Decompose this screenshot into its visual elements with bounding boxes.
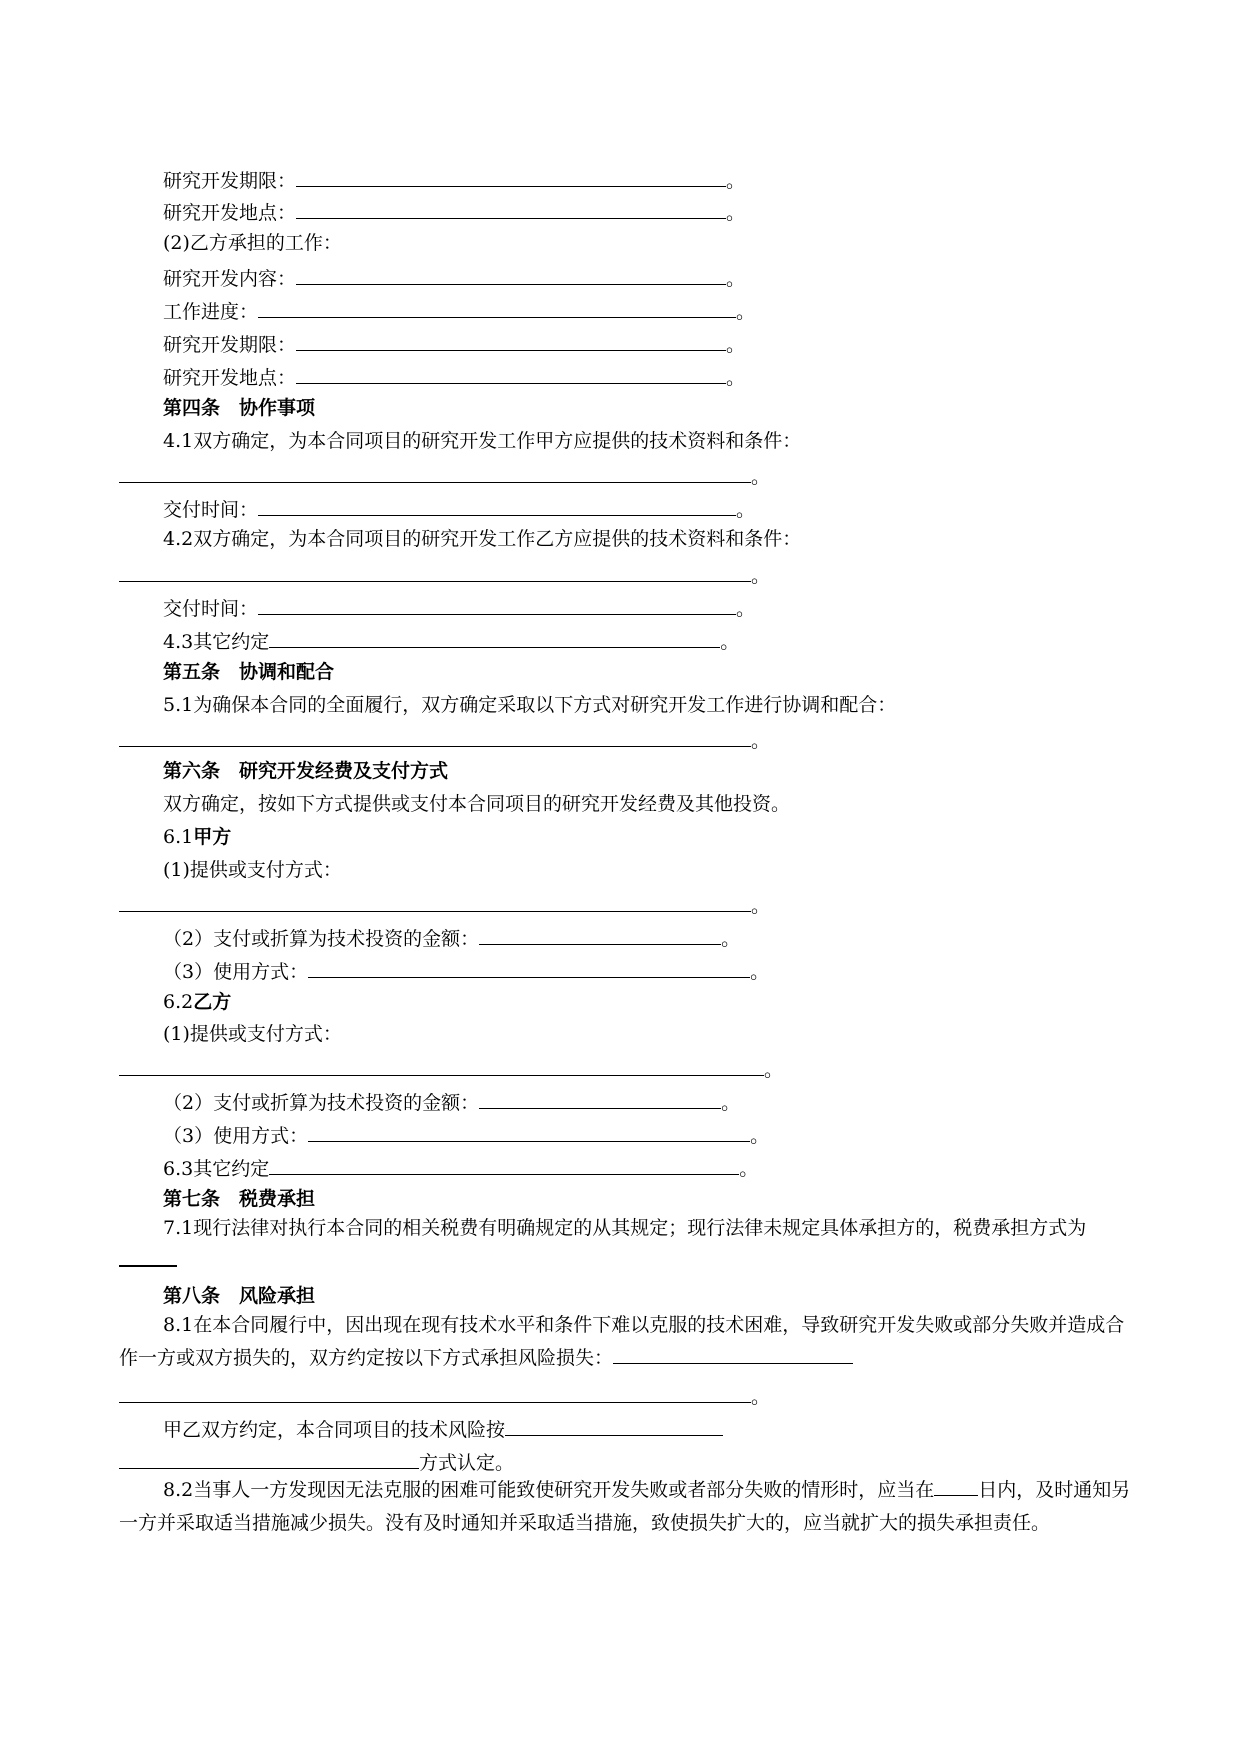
article-7-title: 第七条 税费承担 bbox=[163, 1188, 316, 1210]
blank-field[interactable] bbox=[119, 462, 751, 483]
blank-line: 。 bbox=[119, 1382, 770, 1408]
article-4-title: 第四条 协作事项 bbox=[163, 397, 316, 419]
blank-field[interactable] bbox=[258, 495, 736, 516]
blank-field[interactable] bbox=[613, 1343, 853, 1364]
blank-field[interactable] bbox=[119, 1055, 764, 1076]
article-4-1: 4.1双方确定，为本合同项目的研究开发工作甲方应提供的技术资料和条件： bbox=[163, 430, 802, 452]
label: 交付时间： bbox=[163, 598, 259, 620]
label: 研究开发内容： bbox=[163, 268, 297, 290]
dev-period-line-b: 研究开发期限： 。 bbox=[163, 330, 745, 356]
dev-location-line-b: 研究开发地点： 。 bbox=[163, 363, 745, 389]
article-6-1-item-2: （2）支付或折算为技术投资的金额： 。 bbox=[163, 924, 740, 950]
label: 研究开发期限： bbox=[163, 334, 297, 356]
blank-line: 。 bbox=[119, 1055, 783, 1081]
blank-line: 。 bbox=[119, 891, 770, 917]
article-8-1: 8.1在本合同履行中，因出现在现有技术水平和条件下难以克服的技术困难，导致研究开发失败或部分失败并造成合作一方或双方损失的，双方约定按以下方式承担风险损失： bbox=[119, 1314, 1125, 1369]
delivery-time-line-a: 交付时间： 。 bbox=[163, 495, 755, 521]
article-6-2-item-2: （2）支付或折算为技术投资的金额： 。 bbox=[163, 1088, 740, 1114]
dev-content-line: 研究开发内容： 。 bbox=[163, 264, 745, 290]
dev-period-line: 研究开发期限： 。 bbox=[163, 166, 745, 192]
blank-field[interactable] bbox=[269, 1154, 739, 1175]
blank-field[interactable] bbox=[296, 264, 726, 285]
article-5-title: 第五条 协调和配合 bbox=[163, 661, 335, 683]
party-b-work-heading: (2)乙方承担的工作： bbox=[163, 232, 342, 254]
article-5-1: 5.1为确保本合同的全面履行，双方确定采取以下方式对研究开发工作进行协调和配合： bbox=[163, 694, 897, 716]
label: 工作进度： bbox=[163, 301, 259, 323]
label: 研究开发地点： bbox=[163, 367, 297, 389]
blank-field[interactable] bbox=[119, 1245, 177, 1267]
article-6-2-item-3: （3）使用方式： 。 bbox=[163, 1121, 769, 1147]
blank-field[interactable] bbox=[308, 1121, 750, 1142]
blank-field[interactable] bbox=[296, 363, 726, 384]
blank-line: 。 bbox=[119, 462, 770, 488]
dev-location-line: 研究开发地点： 。 bbox=[163, 198, 745, 224]
article-6-intro: 双方确定，按如下方式提供或支付本合同项目的研究开发经费及其他投资。 bbox=[163, 793, 791, 815]
blank-field[interactable] bbox=[934, 1475, 978, 1496]
article-8-title: 第八条 风险承担 bbox=[163, 1285, 316, 1307]
article-8-2: 8.2当事人一方发现因无法克服的困难可能致使研究开发失败或者部分失败的情形时，应当在 日内，及时通知另一方并采取适当措施减少损失。没有及时通知并采取适当措施，致使损失扩大的，应当就扩大的损失承担责任。 bbox=[119, 1474, 1131, 1540]
blank-field[interactable] bbox=[296, 198, 726, 219]
delivery-time-line-b: 交付时间： 。 bbox=[163, 594, 755, 620]
article-4-3: 4.3其它约定 。 bbox=[163, 627, 739, 653]
blank-field[interactable] bbox=[258, 594, 736, 615]
article-7-1: 7.1现行法律对执行本合同的相关税费有明确规定的从其规定；现行法律未规定具体承担方的，税费承担方式为 bbox=[119, 1212, 1131, 1278]
article-6-title: 第六条 研究开发经费及支付方式 bbox=[163, 760, 449, 782]
blank-field[interactable] bbox=[296, 166, 726, 187]
risk-determination-cont: 方式认定。 bbox=[119, 1448, 514, 1474]
article-6-1-item-3: （3）使用方式： 。 bbox=[163, 957, 769, 983]
article-6-1-item-1: (1)提供或支付方式： bbox=[163, 859, 342, 881]
blank-field[interactable] bbox=[308, 957, 750, 978]
article-6-2-heading: 6.2乙方 bbox=[163, 991, 232, 1013]
blank-field[interactable] bbox=[119, 891, 751, 912]
blank-line: 。 bbox=[119, 561, 770, 587]
blank-field[interactable] bbox=[258, 297, 736, 318]
blank-line: 。 bbox=[119, 726, 770, 752]
blank-field[interactable] bbox=[119, 561, 751, 582]
risk-determination-line: 甲乙双方约定，本合同项目的技术风险按 bbox=[163, 1415, 723, 1441]
blank-field[interactable] bbox=[505, 1415, 723, 1436]
article-6-1-heading: 6.1甲方 bbox=[163, 826, 232, 848]
article-6-3: 6.3其它约定 。 bbox=[163, 1154, 758, 1180]
blank-field[interactable] bbox=[296, 330, 726, 351]
blank-field[interactable] bbox=[479, 1088, 721, 1109]
label: 研究开发地点： bbox=[163, 202, 297, 224]
label: 研究开发期限： bbox=[163, 170, 297, 192]
article-6-2-item-1: (1)提供或支付方式： bbox=[163, 1023, 342, 1045]
blank-field[interactable] bbox=[119, 726, 751, 747]
blank-field[interactable] bbox=[269, 627, 720, 648]
work-progress-line: 工作进度： 。 bbox=[163, 297, 755, 323]
label: 交付时间： bbox=[163, 499, 259, 521]
blank-field[interactable] bbox=[119, 1382, 751, 1403]
blank-field[interactable] bbox=[479, 924, 721, 945]
blank-field[interactable] bbox=[119, 1448, 419, 1469]
article-4-2: 4.2双方确定，为本合同项目的研究开发工作乙方应提供的技术资料和条件： bbox=[163, 528, 802, 550]
